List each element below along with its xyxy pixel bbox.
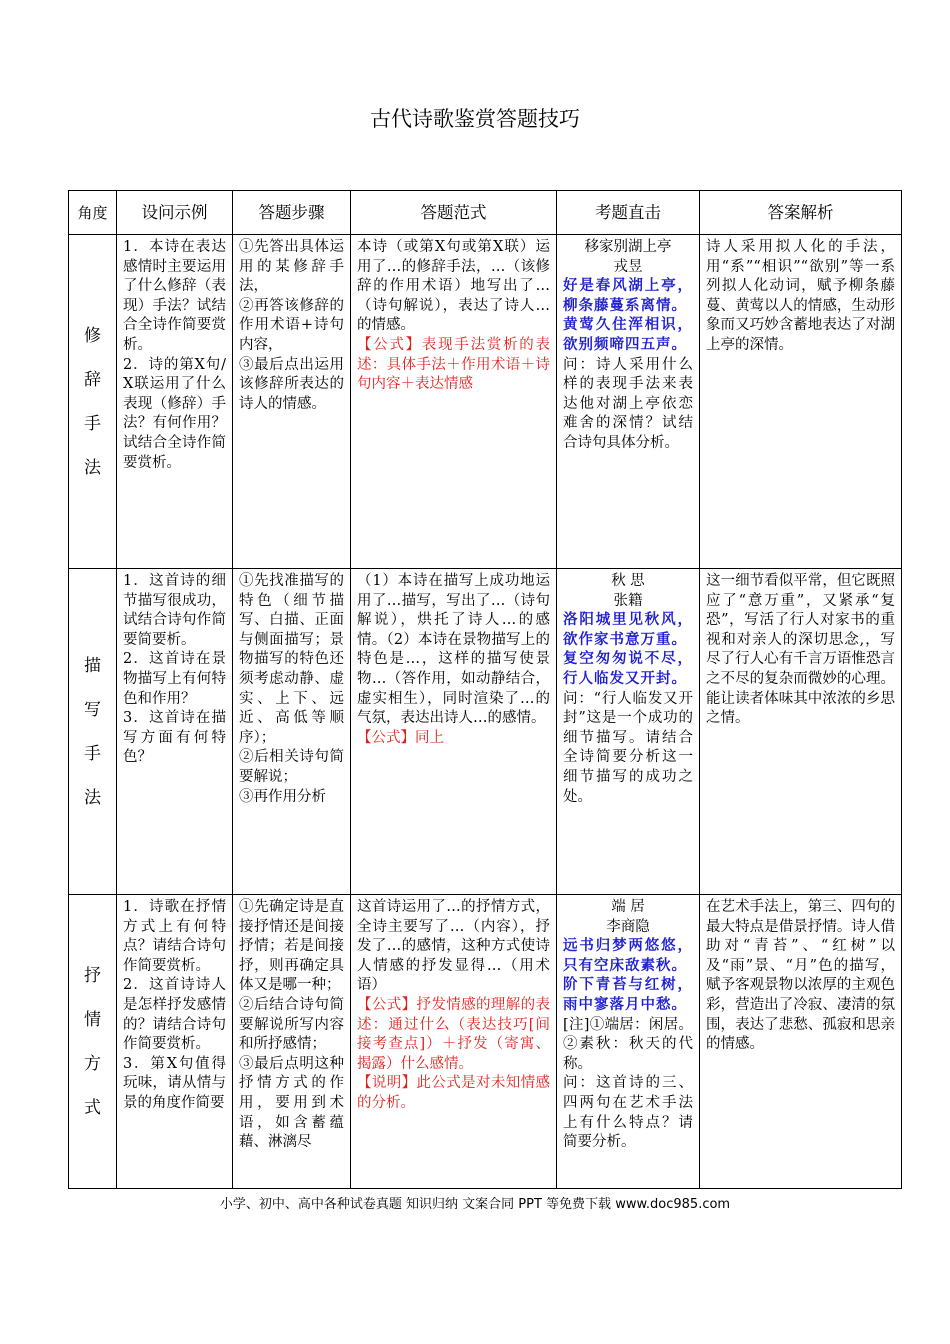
angle-char: 法 [84,457,101,478]
step-item: ①先找准描写的特色（细节描写、白描、正面与侧面描写；景物描写的特色还须考虑动静、虚实、上下、远近、高低等顺序）； [239,573,344,746]
formula-text: 【公式】同上 [357,729,444,746]
table-header-row [69,191,902,235]
question-cell [117,895,233,1189]
angle-cell [69,895,117,1189]
angle-char: 方 [84,1053,101,1074]
answer-cell: 诗人采用拟人化的手法，用“系”“相识”“欲别”等一系列拟人化动词，赋予柳条藤蔓、黄莺以人的情感，生动形象而又巧妙含蓄地表达了对湖上亭的深情。 [700,235,902,569]
poem-title: 端 居 [611,899,645,915]
template-cell [351,895,557,1189]
template-text: 这首诗运用了…的抒情方式，全诗主要写了…（内容），抒发了…的感情，这种方式使诗人情感的抒发显得…（用术语） [357,899,550,994]
header-steps: 答题步骤 [233,191,351,235]
angle-char: 法 [84,787,101,808]
step-item: ①先答出具体运用的某修辞手法， [239,239,344,295]
step-item: ③最后点出运用该修辞所表达的诗人的情感。 [239,356,344,412]
steps-cell [233,235,351,569]
table-row [69,235,902,569]
angle-char: 辞 [84,369,101,390]
header-question: 设问示例 [117,191,233,235]
angle-char: 式 [84,1097,101,1118]
poem-line: 阶下青苔与红树，雨中寥落月中愁。 [563,977,693,1013]
poem-author: 张籍 [613,592,643,609]
angle-char: 抒 [84,965,101,986]
template-text: （1）本诗在描写上成功地运用了…描写，写出了…（诗句解说），烘托了诗人…的感情。（2）本诗在景物描写上的特色是…，这样的描写使景物…（答作用，如动静结合，虚实相生），同时渲染了…的气氛，表达出诗人…的感情。 [357,573,550,727]
table-row [69,569,902,895]
steps-cell [233,569,351,895]
angle-char: 写 [84,699,101,720]
step-item: ③最后点明这种抒情方式的作用，要用到术语，如含蓄蕴藉、淋漓尽 [239,1055,344,1151]
formula-text: 【公式】表现手法赏析的表述：具体手法＋作用术语＋诗句内容＋表达情感 [357,336,550,393]
poem-line: 洛阳城里见秋风，欲作家书意万重。 [563,612,693,648]
question-cell [117,569,233,895]
template-text: 本诗（或第X句或第X联）运用了…的修辞手法，…（该修辞的作用术语）地写出了…（诗句解说），表达了诗人…的情感。 [357,239,550,334]
angle-cell [69,569,117,895]
angle-char: 手 [84,413,101,434]
steps-cell [233,895,351,1189]
step-item: ①先确定诗是直接抒情还是间接抒情；若是间接抒，则再确定具体又是哪一种； [239,899,344,994]
page-footer: 小学、初中、高中各种试卷真题 知识归纳 文案合同 PPT 等免费下载 www.doc985.com [219,1197,731,1212]
question-item: 1．本诗在表达感情时主要运用了什么修辞（表现）手法？试结合全诗作简要赏析。 [123,239,226,353]
answer-cell: 在艺术手法上，第三、四句的最大特点是借景抒情。诗人借助对“青苔”、“红树”以及“雨”景、“月”色的描写，赋予客观景物以浓厚的主观色彩，营造出了冷寂、凄清的氛围，表达了悲愁、孤寂和思亲的情感。 [700,895,902,1189]
header-angle: 角度 [69,191,117,235]
header-template: 答题范式 [351,191,557,235]
question-item: 2．这首诗在景物描写上有何特色和作用？ [123,651,226,707]
question-item: 3．第X句值得玩味，请从情与景的角度作简要 [123,1055,226,1111]
exam-cell [557,235,700,569]
header-exam: 考题直击 [557,191,700,235]
answer-cell: 这一细节看似平常，但它既照应了“意万重”，又紧承“复恐”，写活了行人对家书的重视和对亲人的深切思念,，写尽了行人心有千言万语惟恐言之不尽的复杂而微妙的心理。能让读者体味其中浓浓的乡思之情。 [700,569,902,895]
poem-line: 好是春风湖上亭，柳条藤蔓系离情。 [563,278,693,314]
question-item: 2．诗的第X句/X联运用了什么表现（修辞）手法？有何作用？试结合全诗作简要赏析。 [123,356,226,471]
poem-line: 远书归梦两悠悠，只有空床敌素秋。 [563,938,693,974]
angle-cell [69,235,117,569]
poem-question: 问：“行人临发又开封”这是一个成功的细节描写。请结合全诗简要分析这一细节描写的成功之处。 [563,690,693,805]
note-text: 【说明】此公式是对未知情感的分析。 [357,1075,550,1111]
template-cell [351,235,557,569]
question-item: 1．诗歌在抒情方式上有何特点？请结合诗句作简要赏析。 [123,899,226,974]
poem-author: 李商隐 [606,918,650,935]
page-title: 古代诗歌鉴赏答题技巧 [370,107,580,131]
step-item: ②再答该修辞的作用术语+诗句内容， [239,297,344,353]
question-cell [117,235,233,569]
step-item: ③再作用分析 [239,788,326,805]
angle-char: 情 [84,1009,101,1030]
header-answer: 答案解析 [700,191,902,235]
formula-text: 【公式】抒发情感的理解的表述：通过什么（表达技巧[间接考查点]）＋抒发（寄寓、揭露）什么感情。 [357,996,550,1072]
poem-line: 复空匆匆说不尽，行人临发又开封。 [563,651,693,687]
poem-notes: [注]①端居：闲居。②素秋：秋天的代称。 [563,1016,693,1072]
poem-author: 戎昱 [613,258,643,275]
poem-line: 黄莺久住浑相识，欲别频啼四五声。 [563,317,693,353]
exam-cell [557,895,700,1189]
step-item: ②后结合诗句简要解说所写内容和所抒感情； [239,996,344,1053]
step-item: ②后相关诗句简要解说； [239,749,344,785]
angle-char: 修 [84,325,101,346]
template-cell [351,569,557,895]
exam-cell [557,569,700,895]
question-item: 2．这首诗诗人是怎样抒发感情的？请结合诗句作简要赏析。 [123,977,226,1053]
question-item: 3．这首诗在描写方面有何特色？ [123,710,226,766]
poem-title: 秋 思 [611,573,645,589]
poem-question: 问：这首诗的三、四两句在艺术手法上有什么特点？请简要分析。 [563,1075,693,1151]
question-item: 1．这首诗的细节描写很成功，试结合诗句作简要简要析。 [123,573,226,648]
table-row [69,895,902,1189]
angle-char: 手 [84,743,101,764]
angle-char: 描 [84,655,101,676]
poem-question: 问：诗人采用什么样的表现手法来表达他对湖上亭依恋难舍的深情？试结合诗句具体分析。 [563,356,693,451]
techniques-table [68,190,902,1189]
poem-title: 移家别湖上亭 [584,239,672,255]
